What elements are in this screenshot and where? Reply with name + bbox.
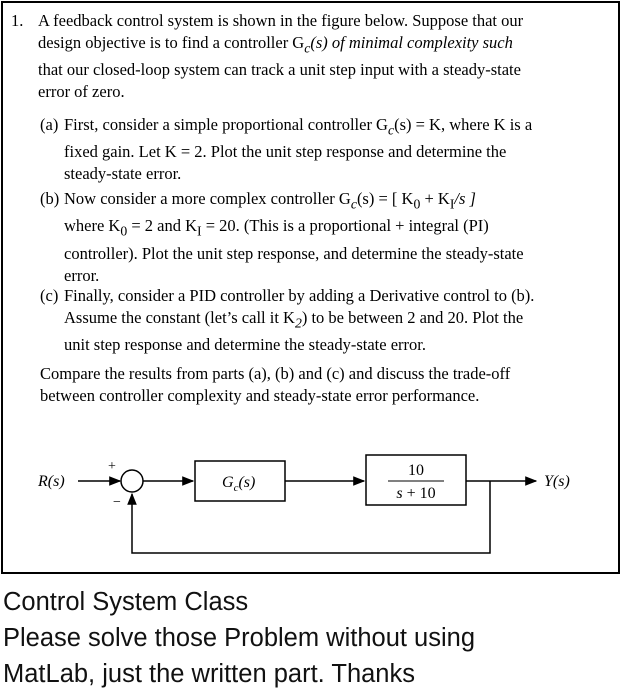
intro-line-4: error of zero.	[38, 82, 125, 102]
compare-paragraph	[40, 363, 600, 407]
problem-number: 1.	[11, 11, 24, 30]
part-b-line-2: where $K_0 = 2$ and $K_I = 20$. (This is a proportional + integral (PI)	[64, 216, 489, 239]
part-a-line-1: First, consider a simple proportional controller $G_c(s) = K$, where K is a	[64, 115, 533, 138]
part-c-label: (c)	[40, 286, 59, 305]
block-diagram	[0, 448, 620, 578]
plus-sign: +	[108, 459, 116, 474]
intro-line-3: that our closed-loop system can track a unit step input with a steady-state	[38, 60, 521, 80]
controller-label: $G_c(s)$	[222, 474, 256, 494]
summing-junction	[121, 470, 143, 492]
compare-line-2: between controller complexity and steady-state error performance.	[40, 386, 480, 405]
part-a-line-3: steady-state error.	[64, 164, 182, 184]
compare-line-1: Compare the results from parts (a), (b) and (c) and discuss the trade-off	[40, 364, 511, 383]
part-c	[40, 285, 600, 356]
part-b-line-4: error.	[64, 265, 100, 285]
request-line-3: MatLab, just the written part. Thanks	[3, 660, 415, 688]
plant-numerator: 10	[408, 462, 424, 479]
plant-denominator: s + 10	[396, 485, 436, 502]
part-a	[40, 114, 600, 185]
minus-sign: −	[113, 495, 121, 510]
output-label: Y(s)	[544, 473, 570, 490]
part-c-line-3: unit step response and determine the steady-state error.	[64, 335, 426, 355]
request-line-1: Control System Class	[3, 588, 249, 616]
part-b-label: (b)	[40, 189, 60, 208]
part-a-label: (a)	[40, 115, 59, 134]
problem-intro	[11, 10, 611, 103]
request-line-2: Please solve those Problem without using	[3, 624, 476, 652]
part-c-line-2: Assume the constant (let’s call it $K_2$) to be between 2 and 20. Plot the	[64, 308, 524, 331]
intro-line-1: A feedback control system is shown in the figure below. Suppose that our	[38, 11, 524, 30]
part-a-line-2: fixed gain. Let K = 2. Plot the unit step response and determine the	[64, 142, 507, 162]
block-diagram-svg	[0, 448, 620, 578]
request-note	[3, 584, 623, 692]
input-label: R(s)	[38, 473, 65, 490]
part-b	[40, 188, 600, 287]
intro-line-2: design objective is to find a controller $G_c(s)$ of minimal complexity such	[38, 33, 513, 56]
part-b-line-3: controller). Plot the unit step response, and determine the steady-state	[64, 243, 524, 263]
part-b-line-1: Now consider a more complex controller $G_c(s)$ = [ $K_0 + K_I/s$ ]	[64, 189, 476, 212]
part-c-line-1: Finally, consider a PID controller by adding a Derivative control to (b).	[64, 286, 535, 305]
